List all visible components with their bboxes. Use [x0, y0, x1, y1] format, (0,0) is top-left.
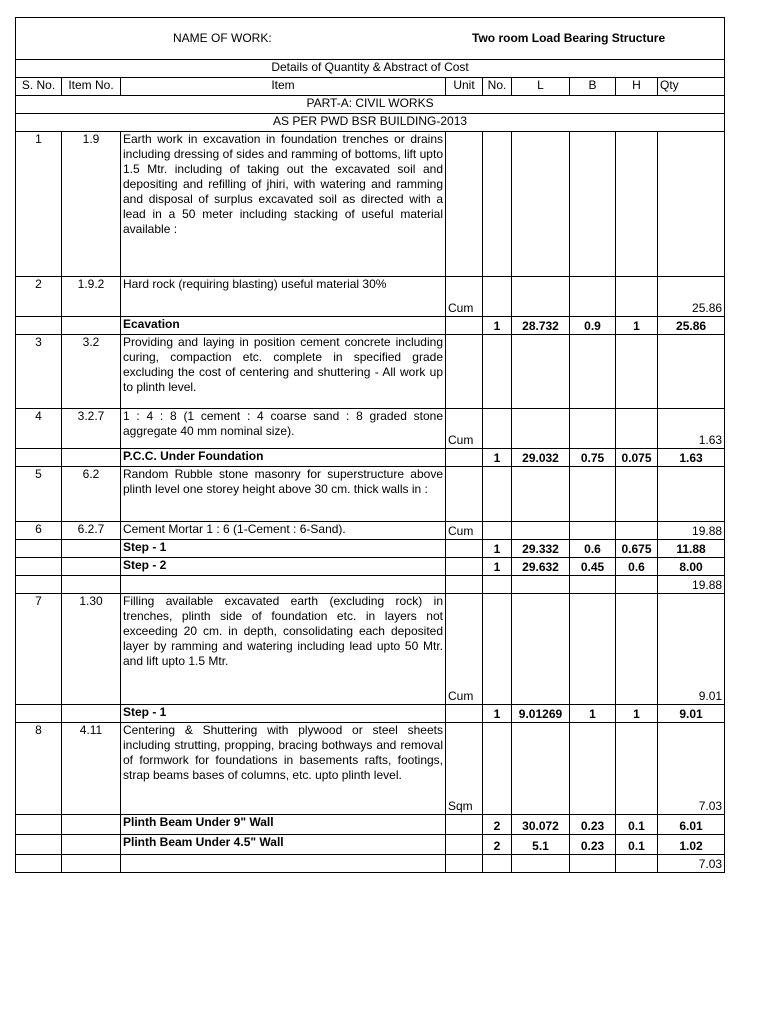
unit-cell: Cum — [446, 277, 483, 317]
breadth-cell — [570, 576, 616, 594]
qty-cell: 11.88 — [658, 540, 725, 558]
name-of-work-value: Two room Load Bearing Structure — [472, 31, 666, 45]
unit-cell — [446, 132, 483, 277]
item-no-cell — [62, 705, 121, 723]
item-row — [16, 132, 725, 277]
unit-cell — [446, 855, 483, 873]
unit-cell — [446, 835, 483, 855]
no-cell — [483, 467, 512, 522]
measurement-row — [16, 540, 725, 558]
height-cell — [616, 409, 658, 449]
no-cell: 1 — [483, 317, 512, 335]
sno-cell — [16, 705, 62, 723]
item-no-cell: 6.2.7 — [62, 522, 121, 540]
details-title-row — [16, 60, 725, 78]
item-text-cell: Hard rock (requiring blasting) useful material 30% — [121, 277, 446, 317]
item-text-cell: Providing and laying in position cement concrete including curing, compaction etc. complete in specified grade excluding the cost of centering and shuttering - All work up to plinth level. — [121, 335, 446, 409]
item-text-cell: Earth work in excavation in foundation trenches or drains including dressing of sides and ramming of bottoms, lift upto 1.5 Mtr. including of taking out the excavated soil and depositing and refilling of jhiri, with watering and ramming and disposal of surplus excavated soil as directed with a lead in a 50 meter including stacking of useful material available : — [121, 132, 446, 277]
height-cell — [616, 594, 658, 705]
item-no-cell: 1.30 — [62, 594, 121, 705]
breadth-cell: 0.23 — [570, 815, 616, 835]
item-no-cell — [62, 558, 121, 576]
col-header-qty: Qty — [658, 78, 725, 96]
height-cell — [616, 522, 658, 540]
item-no-cell: 1.9.2 — [62, 277, 121, 317]
col-header-sno: S. No. — [16, 78, 62, 96]
breadth-cell — [570, 855, 616, 873]
item-no-cell — [62, 815, 121, 835]
sno-cell: 2 — [16, 277, 62, 317]
sno-cell — [16, 317, 62, 335]
unit-cell: Cum — [446, 409, 483, 449]
item-no-cell — [62, 449, 121, 467]
length-cell — [512, 467, 570, 522]
item-no-cell — [62, 317, 121, 335]
item-row — [16, 335, 725, 409]
breadth-cell — [570, 335, 616, 409]
no-cell: 1 — [483, 540, 512, 558]
height-cell: 0.675 — [616, 540, 658, 558]
qty-cell — [658, 335, 725, 409]
no-cell — [483, 522, 512, 540]
no-cell — [483, 855, 512, 873]
item-no-cell: 4.11 — [62, 723, 121, 815]
item-no-cell — [62, 835, 121, 855]
length-cell: 5.1 — [512, 835, 570, 855]
breadth-cell — [570, 522, 616, 540]
column-header-row — [16, 78, 725, 96]
item-no-cell: 3.2 — [62, 335, 121, 409]
no-cell — [483, 335, 512, 409]
height-cell — [616, 132, 658, 277]
height-cell: 1 — [616, 705, 658, 723]
total-row — [16, 855, 725, 873]
height-cell: 1 — [616, 317, 658, 335]
qty-cell: 1.63 — [658, 409, 725, 449]
breadth-cell — [570, 594, 616, 705]
length-cell — [512, 335, 570, 409]
qty-cell: 19.88 — [658, 576, 725, 594]
sno-cell: 8 — [16, 723, 62, 815]
no-cell — [483, 723, 512, 815]
height-cell: 0.1 — [616, 815, 658, 835]
length-cell — [512, 409, 570, 449]
col-header-item-no: Item No. — [62, 78, 121, 96]
item-text-cell: Centering & Shuttering with plywood or steel sheets including strutting, propping, bracing bothways and removal of formwork for foundations in basements rafts, footings, strap beams bases of columns, etc. upto plinth level. — [121, 723, 446, 815]
item-text-cell — [121, 855, 446, 873]
length-cell — [512, 522, 570, 540]
item-text-cell: Plinth Beam Under 9" Wall — [121, 815, 446, 835]
no-cell — [483, 594, 512, 705]
item-row — [16, 723, 725, 815]
no-cell: 1 — [483, 705, 512, 723]
length-cell: 29.632 — [512, 558, 570, 576]
item-text-cell: Step - 1 — [121, 540, 446, 558]
unit-cell: Cum — [446, 522, 483, 540]
sno-cell — [16, 835, 62, 855]
height-cell: 0.6 — [616, 558, 658, 576]
sno-cell: 4 — [16, 409, 62, 449]
item-text-cell: Plinth Beam Under 4.5" Wall — [121, 835, 446, 855]
unit-cell — [446, 576, 483, 594]
qty-cell: 9.01 — [658, 594, 725, 705]
height-cell — [616, 855, 658, 873]
item-row — [16, 594, 725, 705]
breadth-cell — [570, 409, 616, 449]
unit-cell — [446, 467, 483, 522]
item-text-cell: P.C.C. Under Foundation — [121, 449, 446, 467]
item-row — [16, 522, 725, 540]
item-row — [16, 277, 725, 317]
length-cell: 28.732 — [512, 317, 570, 335]
details-title: Details of Quantity & Abstract of Cost — [16, 60, 725, 78]
height-cell — [616, 467, 658, 522]
breadth-cell: 1 — [570, 705, 616, 723]
measurement-row — [16, 449, 725, 467]
col-header-h: H — [616, 78, 658, 96]
total-row — [16, 576, 725, 594]
no-cell: 1 — [483, 558, 512, 576]
sno-cell — [16, 815, 62, 835]
breadth-cell — [570, 132, 616, 277]
qty-cell: 7.03 — [658, 855, 725, 873]
length-cell — [512, 855, 570, 873]
item-text-cell: Ecavation — [121, 317, 446, 335]
qty-cell: 1.02 — [658, 835, 725, 855]
breadth-cell — [570, 723, 616, 815]
unit-cell — [446, 317, 483, 335]
sno-cell: 7 — [16, 594, 62, 705]
qty-cell: 8.00 — [658, 558, 725, 576]
breadth-cell: 0.23 — [570, 835, 616, 855]
item-no-cell — [62, 540, 121, 558]
qty-cell — [658, 132, 725, 277]
length-cell: 29.332 — [512, 540, 570, 558]
qty-cell: 25.86 — [658, 277, 725, 317]
sno-cell: 5 — [16, 467, 62, 522]
item-no-cell: 6.2 — [62, 467, 121, 522]
no-cell — [483, 132, 512, 277]
length-cell: 30.072 — [512, 815, 570, 835]
breadth-cell — [570, 467, 616, 522]
length-cell — [512, 594, 570, 705]
item-text-cell: Filling available excavated earth (excluding rock) in trenches, plinth side of foundation etc. in layers not exceeding 20 cm. in depth, consolidating each deposited layer by ramming and watering including lead upto 50 Mtr. and lift upto 1.5 Mtr. — [121, 594, 446, 705]
measurement-row — [16, 815, 725, 835]
length-cell: 9.01269 — [512, 705, 570, 723]
measurement-row — [16, 558, 725, 576]
name-of-work-label: NAME OF WORK: — [173, 31, 272, 45]
item-text-cell: Step - 1 — [121, 705, 446, 723]
breadth-cell: 0.75 — [570, 449, 616, 467]
item-text-cell — [121, 576, 446, 594]
quantity-abstract-table — [15, 17, 725, 873]
name-of-work-row — [16, 18, 725, 60]
unit-cell — [446, 815, 483, 835]
unit-cell — [446, 335, 483, 409]
item-text-cell: Step - 2 — [121, 558, 446, 576]
no-cell: 2 — [483, 815, 512, 835]
item-row — [16, 467, 725, 522]
length-cell — [512, 132, 570, 277]
item-no-cell: 1.9 — [62, 132, 121, 277]
no-cell — [483, 576, 512, 594]
breadth-cell: 0.6 — [570, 540, 616, 558]
item-no-cell — [62, 855, 121, 873]
length-cell — [512, 277, 570, 317]
item-no-cell — [62, 576, 121, 594]
length-cell — [512, 723, 570, 815]
height-cell: 0.1 — [616, 835, 658, 855]
unit-cell: Sqm — [446, 723, 483, 815]
col-header-b: B — [570, 78, 616, 96]
measurement-row — [16, 835, 725, 855]
unit-cell — [446, 449, 483, 467]
sno-cell: 3 — [16, 335, 62, 409]
col-header-item: Item — [121, 78, 446, 96]
height-cell — [616, 723, 658, 815]
item-row — [16, 409, 725, 449]
no-cell: 2 — [483, 835, 512, 855]
no-cell — [483, 277, 512, 317]
breadth-cell: 0.45 — [570, 558, 616, 576]
col-header-unit: Unit — [446, 78, 483, 96]
unit-cell: Cum — [446, 594, 483, 705]
part-title: PART-A: CIVIL WORKS — [16, 96, 725, 114]
qty-cell: 25.86 — [658, 317, 725, 335]
breadth-cell — [570, 277, 616, 317]
measurement-row — [16, 705, 725, 723]
qty-cell: 9.01 — [658, 705, 725, 723]
unit-cell — [446, 558, 483, 576]
height-cell — [616, 277, 658, 317]
height-cell — [616, 335, 658, 409]
unit-cell — [446, 540, 483, 558]
sno-cell — [16, 576, 62, 594]
ref-title-row — [16, 114, 725, 132]
height-cell: 0.075 — [616, 449, 658, 467]
measurement-row — [16, 317, 725, 335]
item-no-cell: 3.2.7 — [62, 409, 121, 449]
qty-cell: 19.88 — [658, 522, 725, 540]
qty-cell: 1.63 — [658, 449, 725, 467]
col-header-no: No. — [483, 78, 512, 96]
qty-cell — [658, 467, 725, 522]
col-header-l: L — [512, 78, 570, 96]
item-text-cell: Random Rubble stone masonry for superstructure above plinth level one storey height above 30 cm. thick walls in : — [121, 467, 446, 522]
item-text-cell: 1 : 4 : 8 (1 cement : 4 coarse sand : 8 graded stone aggregate 40 mm nominal size). — [121, 409, 446, 449]
sno-cell — [16, 540, 62, 558]
part-title-row — [16, 96, 725, 114]
item-text-cell: Cement Mortar 1 : 6 (1-Cement : 6-Sand). — [121, 522, 446, 540]
sno-cell: 1 — [16, 132, 62, 277]
no-cell: 1 — [483, 449, 512, 467]
no-cell — [483, 409, 512, 449]
height-cell — [616, 576, 658, 594]
sno-cell: 6 — [16, 522, 62, 540]
unit-cell — [446, 705, 483, 723]
length-cell — [512, 576, 570, 594]
length-cell: 29.032 — [512, 449, 570, 467]
sno-cell — [16, 558, 62, 576]
qty-cell: 6.01 — [658, 815, 725, 835]
name-of-work-cell — [16, 18, 725, 60]
ref-title: AS PER PWD BSR BUILDING-2013 — [16, 114, 725, 132]
sno-cell — [16, 855, 62, 873]
breadth-cell: 0.9 — [570, 317, 616, 335]
sno-cell — [16, 449, 62, 467]
qty-cell: 7.03 — [658, 723, 725, 815]
